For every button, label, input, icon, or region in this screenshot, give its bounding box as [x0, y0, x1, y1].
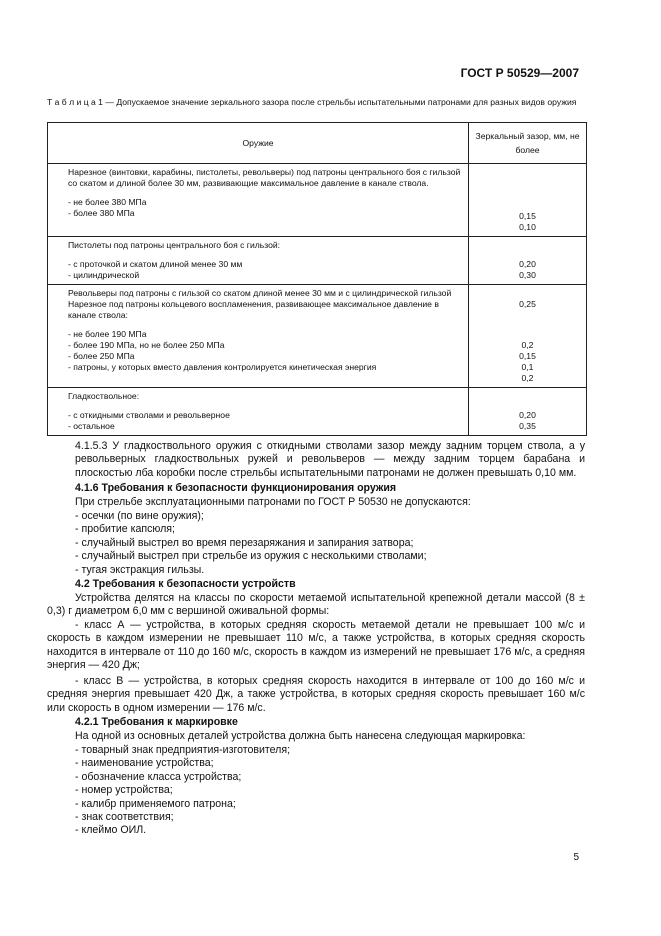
row-item: - более 380 МПа: [68, 208, 135, 218]
row-value: 0,20: [519, 410, 536, 420]
row-description: Пистолеты под патроны центрального боя с гильзой:: [68, 240, 281, 250]
row-item: - не более 380 МПа: [68, 197, 147, 207]
heading-4-2: 4.2 Требования к безопасности устройств: [75, 578, 296, 590]
row-item: - более 250 МПа: [68, 351, 135, 361]
row-description: Нарезное (винтовки, карабины, пистолеты, револьверы) под патроны центрального боя с гильзой со скатом и длиной более 30 мм, развивающие максимальное давление в канале ствола.: [68, 167, 461, 188]
row-value: 0,15: [519, 211, 536, 221]
row-value: 0,15: [519, 351, 536, 361]
list-item: - осечки (по вине оружия);: [75, 510, 204, 522]
row-item: - с проточкой и скатом длиной менее 30 мм: [68, 259, 243, 269]
table-header-row: [48, 123, 587, 164]
row-item: - не более 190 МПа: [68, 329, 147, 339]
paragraph-4-1-5-3: 4.1.5.3 У гладкоствольного оружия с откидными стволами зазор между задним торцем ствола, а у револьверных гладкоствольных ружей и револьверов — между задним торцем барабана и плоскостью лба коробки после стрельбы испытательными патронами не должен превышать 0,10 мм.: [75, 440, 585, 479]
paragraph-class-b: - класс В — устройства, в которых средняя скорость находится в интервале от 100 до 160 м/с и средняя энергия превышает 420 Дж, а также устройства, в которых средняя скорость превышает 160 м/с или скорость в одном измерении — 176 м/с.: [47, 675, 585, 714]
header-clearance: Зеркальный зазор, мм, не более: [469, 123, 587, 164]
row-value: 0,25: [519, 299, 536, 309]
row-item: - с откидными стволами и револьверное: [68, 410, 230, 420]
row-description: Гладкоствольное:: [68, 391, 140, 401]
clearance-table: [47, 122, 587, 436]
list-markings: [75, 744, 290, 838]
heading-4-1-6: 4.1.6 Требования к безопасности функционирования оружия: [75, 482, 397, 494]
list-item: - случайный выстрел во время перезаряжания и запирания затвора;: [75, 536, 414, 549]
row-item: - более 190 МПа, но не более 250 МПа: [68, 340, 225, 350]
page-number: 5: [573, 852, 579, 863]
paragraph-classes: Устройства делятся на классы по скорости метаемой испытательной крепежной детали массой (8 ± 0,3) г диаметром 6,0 мм с вершиной оживальной формы:: [47, 592, 585, 618]
list-item: - случайный выстрел при стрельбе из оружия с несколькими стволами;: [75, 550, 427, 563]
row-value: 0,20: [519, 259, 536, 269]
list-item: - знак соответствия;: [75, 811, 174, 824]
row-value: 0,1: [521, 362, 534, 372]
row-item: - цилиндрической: [68, 270, 140, 280]
list-malfunctions: [75, 510, 427, 577]
list-item: - пробитие капсюля;: [75, 523, 175, 536]
list-item: - обозначение класса устройства;: [75, 770, 242, 783]
row-value: 0,2: [521, 373, 534, 383]
table-row: [48, 237, 587, 285]
row-item: - остальное: [68, 421, 115, 431]
paragraph-class-a: - класс А — устройства, в которых средняя скорость метаемой детали не превышает 100 м/с и скорость в каждом измерении не превышает 110 м/с, а также устройства, в которых средняя скорость находится в интервале от 110 до 160 м/с, скорость в каждом из измерений не превышает 176 м/с, а средняя энергия — 420 Дж;: [47, 619, 585, 672]
row-item: - патроны, у которых вместо давления контролируется кинетическая энергия: [68, 362, 377, 372]
list-item: - номер устройства;: [75, 784, 173, 797]
document-header: ГОСТ Р 50529—2007: [460, 66, 579, 80]
list-item: - калибр применяемого патрона;: [75, 797, 236, 810]
row-description: Револьверы под патроны с гильзой со скатом длиной менее 30 мм и с цилиндрической гильзой: [68, 288, 452, 298]
paragraph-marking: На одной из основных деталей устройства должна быть нанесена следующая маркировка:: [75, 730, 526, 742]
table-row: [48, 285, 587, 388]
table-row: [48, 164, 587, 237]
header-weapon: Оружие: [48, 123, 469, 164]
row-value: 0,30: [519, 270, 536, 280]
list-item: - клеймо ОИЛ.: [75, 824, 147, 837]
list-item: - тугая экстракция гильзы.: [75, 563, 205, 576]
row-value: 0,2: [521, 340, 534, 350]
list-item: - наименование устройства;: [75, 757, 214, 770]
table-caption: Т а б л и ц а 1 — Допускаемое значение зеркального зазора после стрельбы испытательными патронами для разных видов оружия: [47, 97, 577, 107]
table-row: [48, 388, 587, 436]
row-description: Нарезное под патроны кольцевого воспламенения, развивающее максимальное давление в канале ствола:: [68, 299, 439, 320]
paragraph-shooting: При стрельбе эксплуатационными патронами по ГОСТ Р 50530 не допускаются:: [75, 496, 471, 508]
row-value: 0,35: [519, 421, 536, 431]
list-item: - товарный знак предприятия-изготовителя;: [75, 744, 291, 756]
row-value: 0,10: [519, 222, 536, 232]
heading-4-2-1: 4.2.1 Требования к маркировке: [75, 716, 238, 728]
